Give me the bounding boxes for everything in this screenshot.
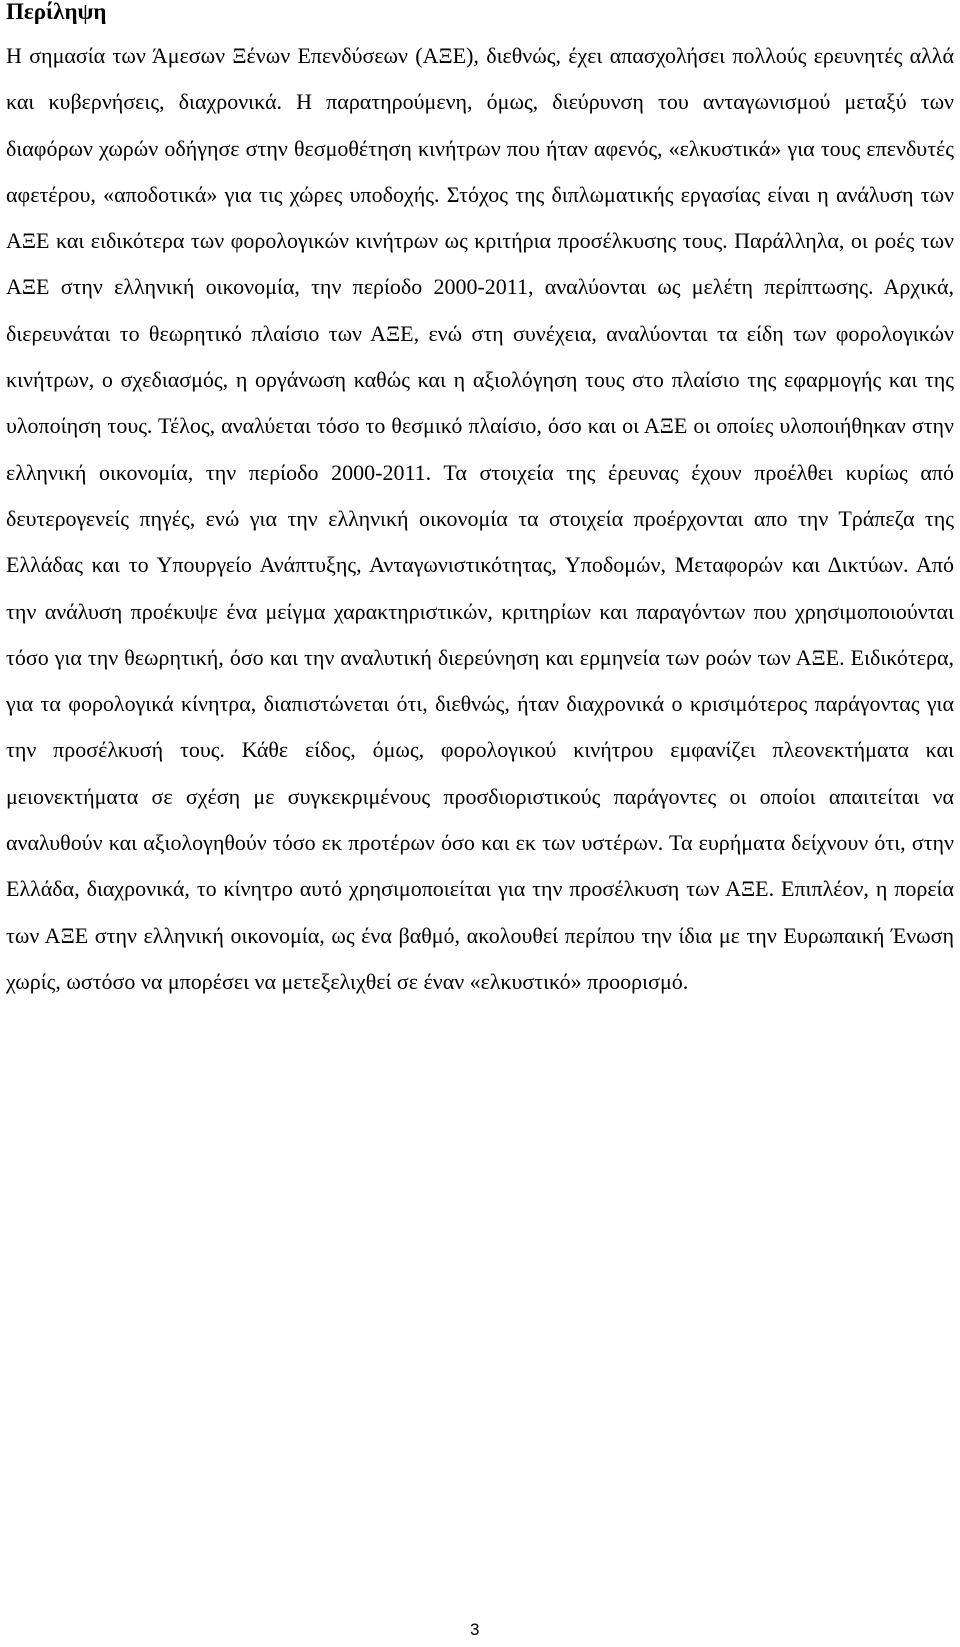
abstract-paragraph: Η σημασία των Άμεσων Ξένων Επενδύσεων (ΑΞΕ), διεθνώς, έχει απασχολήσει πολλούς ερευνητές αλλά και κυβερνήσεις, διαχρονικά. Η παρατηρούμενη, όμως, διεύρυνση του ανταγωνισμού μεταξύ των διαφόρων χωρών οδήγησε στην θεσμοθέτηση κινήτρων που ήταν αφενός, «ελκυστικά» για τους επενδυτές αφετέρου, «αποδοτικά» για τις χώρες υποδοχής. Στόχος της διπλωματικής εργασίας είναι η ανάλυση των ΑΞΕ και ειδικότερα των φορολογικών κινήτρων ως κριτήρια προσέλκυσης τους. Παράλληλα, οι ροές των ΑΞΕ στην ελληνική οικονομία, την περίοδο 2000-2011, αναλύονται ως μελέτη περίπτωσης. Αρχικά, διερευνάται το θεωρητικό πλαίσιο των ΑΞΕ, ενώ στη συνέχεια, αναλύονται τα είδη των φορολογικών κινήτρων, ο σχεδιασμός, η οργάνωση καθώς και η αξιολόγηση τους στο πλαίσιο της εφαρμογής και της υλοποίηση τους. Τέλος, αναλύεται τόσο το θεσμικό πλαίσιο, όσο και οι ΑΞΕ οι οποίες υλοποιήθηκαν στην ελληνική οικονομία, την περίοδο 2000-2011. Τα στοιχεία της έρευνας έχουν προέλθει κυρίως από δευτερογενείς πηγές, ενώ για την ελληνική οικονομία τα στοιχεία προέρχονται απο την Τράπεζα της Ελλάδας και το Υπουργείο Ανάπτυξης, Ανταγωνιστικότητας, Υποδομών, Μεταφορών και Δικτύων. Από την ανάλυση προέκυψε ένα μείγμα χαρακτηριστικών, κριτηρίων και παραγόντων που χρησιμοποιούνται τόσο για την θεωρητική, όσο και την αναλυτική διερεύνηση και ερμηνεία των ροών των ΑΞΕ. Ειδικότερα, για τα φορολογικά κίνητρα, διαπιστώνεται ότι, διεθνώς, ήταν διαχρονικά ο κρισιμότερος παράγοντας για την προσέλκυσή τους. Κάθε είδος, όμως, φορολογικού κινήτρου εμφανίζει πλεονεκτήματα και μειονεκτήματα σε σχέση με συγκεκριμένους προσδιοριστικούς παράγοντες οι οποίοι απαιτείται να αναλυθούν και αξιολογηθούν τόσο εκ προτέρων όσο και εκ των υστέρων. Τα ευρήματα δείχνουν ότι, στην Ελλάδα, διαχρονικά, το κίνητρο αυτό χρησιμοποιείται για την προσέλκυση των ΑΞΕ. Επιπλέον, η πορεία των ΑΞΕ στην ελληνική οικονομία, ως ένα βαθμό, ακολουθεί περίπου την ίδια με την Ευρωπαική Ένωση χωρίς, ωστόσο να μπορέσει να μετεξελιχθεί σε έναν «ελκυστικό» προορισμό. xyxy=(6,43,954,994)
page-number: 3 xyxy=(470,1620,480,1639)
section-heading: Περίληψη xyxy=(6,0,107,24)
